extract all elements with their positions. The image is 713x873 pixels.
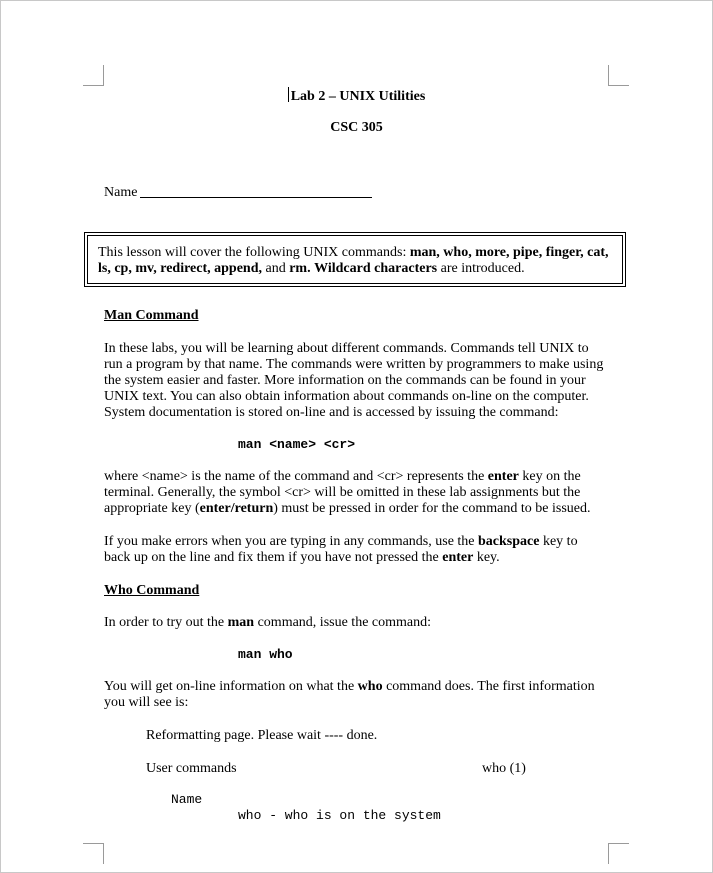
intro-commands-2: ls, cp, mv, redirect, append, — [98, 261, 262, 276]
man-para1-line: UNIX text. You can also obtain information about commands on-line on the computer. — [104, 389, 589, 404]
intro-tail: are introduced. — [437, 261, 525, 276]
name-field-row — [104, 184, 372, 201]
man-para3-line-2: back up on the line and fix them if you have not pressed the enter key. — [104, 550, 500, 565]
reformat-output: Reformatting page. Please wait ---- done. — [146, 728, 378, 743]
intro-and: and — [262, 261, 290, 276]
man-para1-line: the system easier and faster. More information on the commands can be found in your — [104, 373, 586, 388]
name-label: Name — [104, 185, 138, 200]
intro-text: This lesson will cover the following UNIX commands: — [98, 245, 410, 260]
crop-mark-bottom-left — [83, 843, 104, 864]
intro-box — [84, 232, 626, 287]
text-cursor — [288, 87, 289, 102]
crop-mark-top-right — [608, 65, 629, 86]
man-para2-line-1: where <name> is the name of the command and <cr> represents the enter key on the — [104, 469, 581, 484]
man-para2-line-3: appropriate key (enter/return) must be pressed in order for the command to be issued. — [104, 501, 591, 516]
crop-mark-bottom-right — [608, 843, 629, 864]
intro-box-inner — [87, 235, 623, 284]
man-name-label: Name — [171, 792, 203, 807]
who-section-number: who (1) — [482, 761, 526, 776]
man-name-description: who - who is on the system — [238, 808, 441, 823]
intro-wildcard: Wildcard characters — [314, 261, 438, 276]
man-para2-line-2: terminal. Generally, the symbol <cr> will be omitted in these lab assignments but the — [104, 485, 581, 500]
intro-rm: rm. — [289, 261, 311, 276]
man-para1-line: In these labs, you will be learning about different commands. Commands tell UNIX to — [104, 341, 589, 356]
document-title: Lab 2 – UNIX Utilities — [290, 89, 426, 104]
man-paragraph-3 — [104, 534, 614, 566]
name-blank-line[interactable] — [140, 184, 372, 198]
man-para1-line: System documentation is stored on-line and is accessed by issuing the command: — [104, 405, 559, 420]
man-para1-line: run a program by that name. The commands were written by programmers to make using — [104, 357, 604, 372]
who-paragraph-2: You will get on-line information on what the who command does. The first information you will see is: — [104, 679, 595, 710]
man-paragraph-2 — [104, 469, 614, 517]
course-code: CSC 305 — [330, 120, 383, 135]
who-command-example: man who — [238, 647, 293, 662]
man-command-example: man <name> <cr> — [238, 437, 356, 452]
who-paragraph-1: In order to try out the man command, issue the command: — [104, 615, 432, 630]
crop-mark-top-left — [83, 65, 104, 86]
man-paragraph-1 — [104, 341, 614, 421]
man-para3-line-1: If you make errors when you are typing in any commands, use the backspace key to — [104, 534, 578, 549]
user-commands-label: User commands — [146, 761, 237, 776]
man-command-heading: Man Command — [104, 308, 199, 323]
who-command-heading: Who Command — [104, 583, 200, 598]
document-title-row — [1, 87, 712, 105]
intro-commands-1: man, who, more, pipe, finger, cat, — [409, 245, 609, 260]
